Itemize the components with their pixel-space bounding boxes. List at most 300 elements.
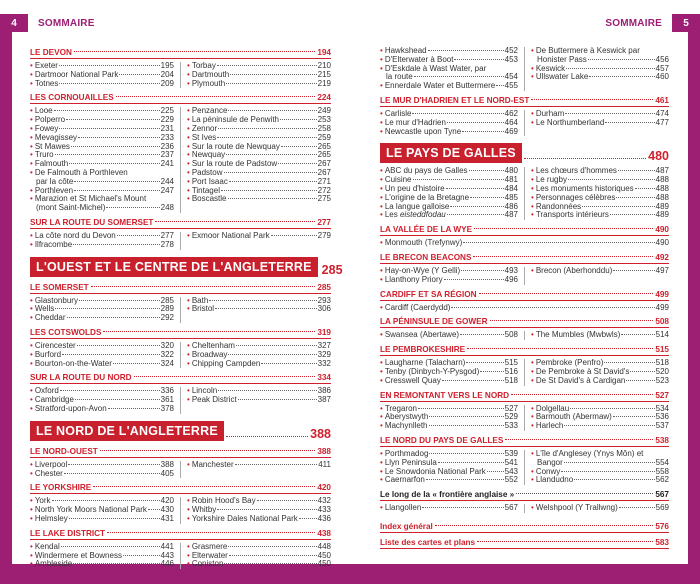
bullet-icon: •	[380, 238, 383, 248]
toc-entry[interactable]	[531, 73, 669, 82]
entry-name: Cuisine	[384, 175, 412, 185]
right-column	[524, 450, 669, 485]
section-heading[interactable]	[380, 251, 669, 264]
bullet-icon: •	[187, 69, 190, 79]
part-page: 285	[321, 262, 343, 277]
bullet-icon: •	[187, 340, 190, 350]
toc-entry[interactable]	[30, 560, 174, 569]
entry-page: 486	[504, 201, 518, 211]
entry-name: Cambridge	[34, 395, 74, 405]
right-column	[180, 543, 331, 569]
entry-page: 533	[504, 421, 518, 431]
section-page: 508	[655, 317, 669, 327]
part-page: 480	[648, 149, 669, 164]
section-heading[interactable]	[30, 46, 331, 59]
toc-entry[interactable]	[30, 470, 174, 479]
bullet-icon: •	[30, 123, 33, 133]
section-heading[interactable]	[380, 536, 669, 549]
entry-page: 431	[160, 513, 174, 523]
bullet-icon: •	[187, 61, 190, 70]
entry-page: 405	[160, 468, 174, 478]
leader-dots	[71, 146, 160, 147]
entry-name: Ilfracombe	[34, 239, 73, 249]
toc-entry[interactable]	[30, 195, 174, 213]
bullet-icon: •	[531, 448, 534, 458]
toc-entry[interactable]	[531, 47, 669, 65]
toc-entry[interactable]	[30, 515, 174, 524]
entry-page: 253	[317, 115, 331, 125]
section-heading[interactable]	[30, 216, 331, 229]
toc-entry[interactable]	[30, 169, 174, 187]
entry-page: 457	[655, 63, 669, 73]
entry-line	[380, 82, 518, 91]
part-page: 388	[310, 426, 331, 441]
bullet-icon: •	[380, 175, 383, 185]
entry-name: Ullswater Lake	[535, 72, 589, 82]
entry-page: 569	[655, 503, 669, 513]
bullet-icon: •	[187, 106, 190, 116]
section-heading[interactable]	[30, 481, 331, 494]
right-column	[180, 461, 331, 479]
toc-entry[interactable]	[187, 396, 331, 405]
leader-dots	[78, 137, 160, 138]
entry-name: Porthmadog	[384, 448, 429, 458]
bullet-icon: •	[30, 150, 33, 160]
leader-dots	[67, 317, 160, 318]
leader-dots	[62, 354, 160, 355]
bullet-icon: •	[531, 46, 534, 55]
toc-entry[interactable]	[531, 331, 669, 340]
section-heading[interactable]	[380, 434, 669, 447]
entry-name: Le Northumberland	[535, 117, 605, 127]
toc-entry[interactable]	[380, 422, 518, 431]
toc-entry[interactable]	[531, 119, 669, 128]
left-column	[380, 504, 518, 513]
entry-page: 320	[160, 340, 174, 350]
toc-entry[interactable]	[531, 422, 669, 431]
entry-page: 443	[160, 550, 174, 560]
entry-page: 552	[504, 475, 518, 485]
section-heading[interactable]	[30, 445, 331, 458]
toc-entry[interactable]	[380, 128, 518, 137]
entry-name: Mevagissey	[34, 132, 78, 142]
bullet-icon: •	[30, 159, 33, 169]
leader-dots	[429, 416, 503, 417]
entry-page: 324	[160, 358, 174, 368]
entry-name: Keswick	[535, 63, 566, 73]
entry-column	[380, 239, 669, 248]
section-heading[interactable]	[380, 389, 669, 402]
section-heading[interactable]	[30, 527, 331, 540]
entry-page: 488	[655, 175, 669, 185]
bullet-icon: •	[30, 141, 33, 151]
entry-name: Tregaron	[384, 403, 417, 413]
toc-entry[interactable]	[380, 331, 518, 340]
entry-name: Windermere et Bowness	[34, 550, 122, 560]
section-title: LE YORKSHIRE	[30, 483, 92, 493]
toc-entry[interactable]	[531, 211, 669, 220]
entry-page: 229	[160, 115, 174, 125]
entry-columns	[380, 331, 669, 340]
right-page	[350, 0, 688, 564]
toc-entry[interactable]	[187, 232, 331, 241]
toc-entry[interactable]	[531, 476, 669, 485]
entry-page: 487	[504, 210, 518, 220]
entry-page: 450	[317, 550, 331, 560]
toc-entry[interactable]	[30, 241, 174, 250]
bullet-icon: •	[380, 475, 383, 485]
leader-dots	[474, 228, 653, 229]
bullet-icon: •	[380, 330, 383, 340]
entry-page: 231	[160, 123, 174, 133]
entry-page: 233	[160, 132, 174, 142]
entry-page: 436	[317, 513, 331, 523]
right-column	[180, 342, 331, 368]
toc-entry[interactable]	[187, 80, 331, 89]
bullet-icon: •	[380, 265, 383, 275]
entry-columns	[380, 167, 669, 220]
entry-name: La côte nord du Devon	[34, 230, 116, 240]
entry-name: Torbay	[191, 61, 216, 70]
bullet-icon: •	[380, 274, 383, 284]
right-column	[524, 110, 669, 136]
toc-entry[interactable]	[380, 476, 518, 485]
bullet-icon: •	[380, 375, 383, 385]
entry-page: 247	[160, 185, 174, 195]
leader-dots	[435, 525, 654, 526]
toc-entry[interactable]	[531, 267, 669, 276]
section-heading[interactable]	[380, 223, 669, 236]
leader-dots	[613, 416, 655, 417]
entry-line	[187, 396, 331, 405]
bullet-icon: •	[30, 167, 33, 177]
entry-name: Carlisle	[384, 108, 412, 118]
right-column	[180, 62, 331, 88]
entry-line	[380, 476, 518, 485]
entry-page: 497	[655, 265, 669, 275]
leader-dots	[228, 198, 317, 199]
left-column	[30, 62, 174, 88]
entry-name: Zennor	[191, 123, 218, 133]
section-heading[interactable]	[380, 315, 669, 328]
toc-entry[interactable]	[30, 360, 174, 369]
section-page: 194	[317, 48, 331, 57]
leader-dots	[470, 197, 504, 198]
frame-top-left	[0, 0, 12, 14]
leader-dots	[413, 179, 504, 180]
leader-dots	[280, 119, 317, 120]
leader-dots	[93, 486, 315, 487]
section-page: 438	[317, 528, 331, 538]
left-column	[30, 461, 174, 479]
entry-columns	[380, 110, 669, 136]
entry-name: Porthleven	[34, 185, 74, 195]
leader-dots	[228, 546, 316, 547]
entry-name: Un peu d'histoire	[384, 183, 445, 193]
entry-name: Llyn Peninsula	[384, 457, 437, 467]
leader-dots	[418, 408, 504, 409]
leader-dots	[230, 74, 316, 75]
entry-name: Dolgellau	[535, 403, 570, 413]
entry-page: 456	[655, 54, 669, 64]
leader-dots	[511, 394, 653, 395]
entry-page: 236	[160, 141, 174, 151]
leader-dots	[236, 345, 317, 346]
entry-page: 453	[504, 54, 518, 64]
entry-name-cont: Bangor	[537, 457, 563, 467]
entry-name: Plymouth	[191, 78, 226, 88]
toc-entry[interactable]	[531, 377, 669, 386]
header-title: SOMMAIRE	[38, 17, 95, 29]
bullet-icon: •	[380, 403, 383, 413]
toc-entry[interactable]	[531, 504, 669, 513]
leader-dots	[238, 399, 317, 400]
leader-dots	[496, 85, 503, 86]
entry-page: 448	[317, 541, 331, 551]
entry-name: Helmsley	[34, 513, 68, 523]
toc-entry[interactable]	[30, 405, 174, 414]
bullet-icon: •	[187, 167, 190, 177]
entry-page: 265	[317, 150, 331, 160]
entry-name: Liverpool	[34, 459, 68, 469]
entry-page: 488	[655, 192, 669, 202]
entry-name: De Buttermere à Keswick par	[535, 46, 640, 55]
section-page: 224	[317, 93, 331, 103]
entry-name: Newcastle upon Tyne	[384, 126, 462, 136]
toc-entry[interactable]	[187, 360, 331, 369]
leader-dots	[299, 518, 317, 519]
entry-page: 293	[317, 295, 331, 305]
section-page: 388	[317, 446, 331, 456]
leader-dots	[106, 207, 159, 208]
bullet-icon: •	[531, 412, 534, 422]
bullet-icon: •	[30, 386, 33, 396]
bullet-icon: •	[30, 395, 33, 405]
entry-name: Caernarfon	[384, 475, 425, 485]
right-column	[180, 297, 331, 323]
entry-page: 219	[317, 78, 331, 88]
entry-name: D'Eskdale à Wast Water, par	[384, 63, 487, 73]
bullet-icon: •	[30, 69, 33, 79]
entry-name: Barmouth (Abermaw)	[535, 412, 612, 422]
entry-page: 249	[317, 106, 331, 116]
section-title: LES CORNOUAILLES	[30, 93, 114, 103]
entry-page: 386	[317, 386, 331, 396]
entry-page: 534	[655, 403, 669, 413]
entry-page: 543	[504, 466, 518, 476]
left-column	[30, 107, 174, 213]
entry-name: Durham	[535, 108, 565, 118]
leader-dots	[616, 197, 654, 198]
bullet-icon: •	[30, 349, 33, 359]
entry-name: Ennerdale Water et Buttermere	[384, 81, 496, 91]
entry-page: 469	[504, 126, 518, 136]
entry-name: Lincoln	[191, 386, 218, 396]
entry-name: De Falmouth à Porthleven	[34, 167, 128, 177]
entry-page: 265	[317, 141, 331, 151]
bullet-icon: •	[30, 239, 33, 249]
toc-entry[interactable]	[30, 314, 174, 323]
toc-entry[interactable]	[30, 80, 174, 89]
toc-entry[interactable]	[380, 304, 669, 313]
part-heading[interactable]	[30, 421, 331, 441]
entry-name: Welshpool (Y Trallwng)	[535, 503, 618, 513]
entry-name: Harlech	[535, 421, 564, 431]
leader-dots	[604, 362, 654, 363]
leader-dots	[454, 59, 503, 60]
entry-page: 554	[655, 457, 669, 467]
leader-dots	[226, 154, 316, 155]
entry-name: De St David's à Cardigan	[535, 375, 626, 385]
page-number: 4	[0, 14, 28, 32]
right-column	[524, 267, 669, 285]
entry-name: Le rugby	[535, 175, 567, 185]
entry-page: 259	[317, 132, 331, 142]
entry-name: Port Isaac	[191, 176, 228, 186]
entry-name: Falmouth	[34, 159, 69, 169]
toc-entry[interactable]	[187, 305, 331, 314]
entry-line	[187, 195, 331, 204]
leader-dots	[74, 190, 160, 191]
section-heading[interactable]	[30, 91, 331, 104]
leader-dots	[226, 436, 308, 437]
entry-name: L'origine de la Bretagne	[384, 192, 470, 202]
section-page: 576	[655, 521, 669, 531]
leader-dots	[461, 270, 503, 271]
toc-entry[interactable]	[380, 82, 518, 91]
left-column	[380, 405, 518, 431]
section-heading[interactable]	[30, 326, 331, 339]
section-heading[interactable]	[30, 371, 331, 384]
section-heading[interactable]	[380, 488, 669, 501]
section-page: 583	[655, 537, 669, 547]
leader-dots	[215, 308, 317, 309]
bullet-icon: •	[380, 81, 383, 91]
left-column	[380, 47, 518, 91]
entry-page: 446	[160, 559, 174, 569]
section-page: 319	[317, 327, 331, 337]
entry-name: North York Moors National Park	[34, 505, 147, 515]
section-heading[interactable]	[380, 520, 669, 533]
entry-page: 306	[317, 304, 331, 314]
leader-dots	[619, 507, 655, 508]
leader-dots	[235, 464, 318, 465]
bullet-icon: •	[531, 375, 534, 385]
toc-entry[interactable]	[187, 515, 331, 524]
entry-line	[187, 560, 331, 569]
part-heading[interactable]	[30, 257, 343, 277]
entry-page: 454	[504, 72, 518, 82]
toc-entry[interactable]	[187, 560, 331, 569]
leader-dots	[257, 500, 317, 501]
entry-page: 496	[504, 274, 518, 284]
leader-dots	[589, 76, 654, 77]
leader-dots	[59, 128, 159, 129]
left-page-header	[0, 14, 95, 32]
entry-name: Fowey	[34, 123, 59, 133]
leader-dots	[605, 122, 654, 123]
toc-entry[interactable]	[380, 504, 518, 513]
leader-dots	[155, 221, 315, 222]
entry-name: De Pembroke à St David's	[535, 366, 630, 376]
leader-dots	[73, 244, 159, 245]
section-page: 527	[655, 390, 669, 400]
leader-dots	[450, 206, 503, 207]
bullet-icon: •	[187, 459, 190, 469]
entry-name: La péninsule de Penwith	[191, 115, 279, 125]
toc-entry[interactable]	[380, 211, 518, 220]
entry-page: 450	[317, 559, 331, 569]
entry-name: ABC du pays de Galles	[384, 166, 468, 176]
bullet-icon: •	[380, 448, 383, 458]
toc-entry[interactable]	[187, 195, 331, 204]
bullet-icon: •	[30, 496, 33, 506]
toc-entry[interactable]	[531, 450, 669, 468]
toc-entry[interactable]	[187, 461, 331, 470]
leader-dots	[107, 532, 315, 533]
entry-page: 480	[504, 166, 518, 176]
toc-entry[interactable]	[380, 239, 669, 248]
entry-page: 474	[655, 108, 669, 118]
section-heading[interactable]	[380, 343, 669, 356]
toc-entry[interactable]	[380, 377, 518, 386]
entry-name: York	[34, 496, 51, 506]
section-heading[interactable]	[380, 288, 669, 301]
entry-page: 329	[317, 349, 331, 359]
entry-line	[30, 515, 174, 524]
bullet-icon: •	[30, 550, 33, 560]
section-title: Liste des cartes et plans	[380, 537, 476, 547]
entry-name: La langue galloise	[384, 201, 450, 211]
leader-dots	[426, 479, 504, 480]
bullet-icon: •	[531, 192, 534, 202]
leader-dots	[229, 181, 317, 182]
leader-dots	[224, 172, 317, 173]
entry-page: 562	[655, 475, 669, 485]
leader-dots	[55, 154, 160, 155]
bullet-icon: •	[531, 330, 534, 340]
entry-page: 271	[317, 176, 331, 186]
entry-name: Hay-on-Wye (Y Gelli)	[384, 265, 461, 275]
bullet-icon: •	[187, 123, 190, 133]
section-heading[interactable]	[380, 94, 669, 107]
section-title: LE NORD-OUEST	[30, 446, 98, 456]
entry-name: Glastonbury	[34, 295, 78, 305]
leader-dots	[490, 320, 654, 321]
toc-entry[interactable]	[380, 65, 518, 83]
entry-page: 537	[655, 421, 669, 431]
leader-dots	[480, 371, 503, 372]
left-page	[11, 0, 350, 569]
leader-dots	[66, 119, 160, 120]
section-heading[interactable]	[30, 281, 331, 294]
part-heading[interactable]	[380, 143, 669, 163]
entry-name: Truro	[34, 150, 54, 160]
entry-page: 241	[160, 159, 174, 169]
bullet-icon: •	[30, 541, 33, 551]
toc-entry[interactable]	[380, 276, 518, 285]
frame-top-right	[688, 0, 700, 14]
bullet-icon: •	[187, 550, 190, 560]
bullet-icon: •	[380, 201, 383, 211]
leader-dots	[119, 74, 159, 75]
leader-dots	[218, 390, 316, 391]
entry-name: Dartmoor National Park	[34, 69, 119, 79]
bullet-icon: •	[380, 126, 383, 136]
entry-page: 248	[160, 203, 174, 213]
entry-name: Burford	[34, 349, 62, 359]
entry-page: 520	[655, 366, 669, 376]
